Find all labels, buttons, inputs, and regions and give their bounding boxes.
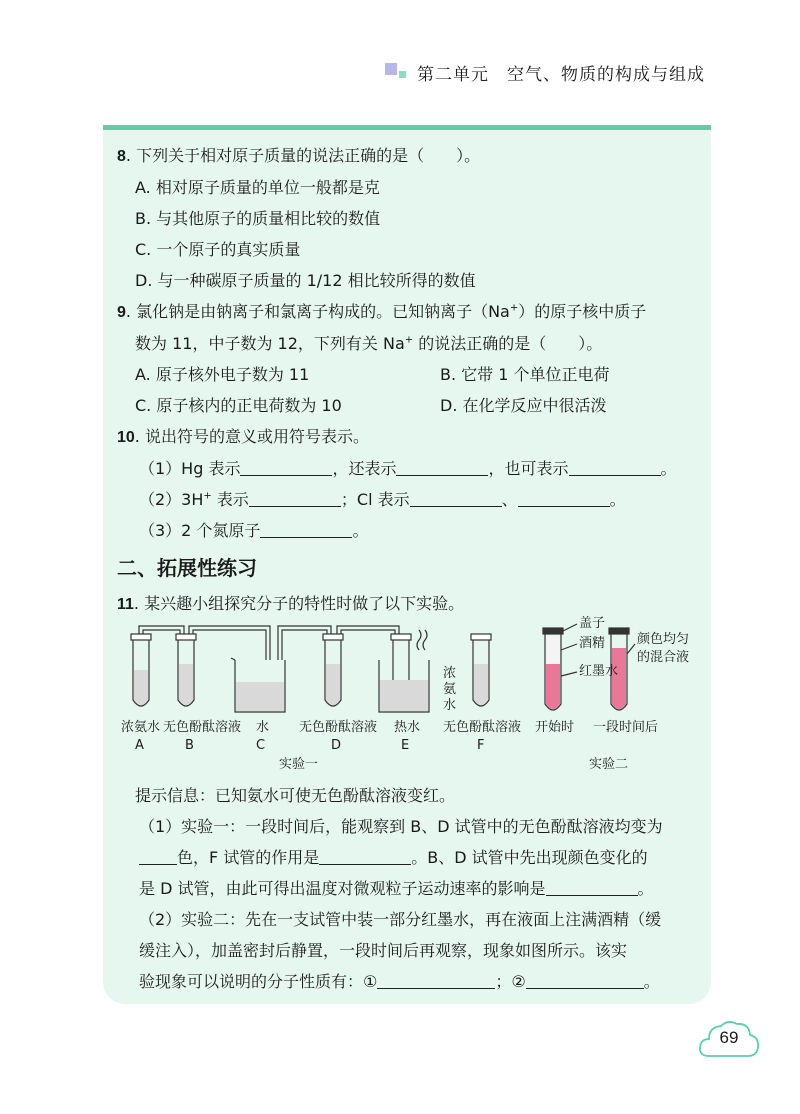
q9-option-b: B. 它带 1 个单位正电荷 [440,365,610,384]
answer-blank[interactable] [249,486,341,507]
q8-stem: 8. 下列关于相对原子质量的说法正确的是（ ）。 [117,146,481,165]
answer-blank[interactable] [518,486,610,507]
q11-part2-line3: 验现象可以说明的分子性质有：① ；② 。 [117,966,707,997]
q11-part1-line3: 是 D 试管，由此可得出温度对微观粒子运动速率的影响是 。 [117,873,707,904]
answer-blank[interactable] [377,968,495,989]
answer-blank[interactable] [139,844,177,865]
label-beaker-c: 水 [256,720,270,735]
letter-d: D [331,738,342,753]
q9-options-row1 [117,359,707,390]
answer-blank[interactable] [410,486,502,507]
letter-c: C [256,738,266,753]
label-tube-a: 浓氨水 [121,720,161,735]
letter-a: A [135,738,144,753]
label-tube-b: 无色酚酞溶液 [163,720,242,735]
answer-blank[interactable] [260,517,352,538]
page-number-cloud [697,1016,761,1060]
q9-stem-line1: 9. 氯化钠是由钠离子和氯离子构成的。已知钠离子（Na+）的原子核中质子 [117,302,647,321]
q11-part2-line1: （2）实验二：先在一支试管中装一部分红墨水，再在液面上注满酒精（缓 [139,910,662,929]
q8-option-a: A. 相对原子质量的单位一般都是克 [135,178,380,197]
q8-option-b: B. 与其他原子的质量相比较的数值 [135,209,381,228]
header-title: 第二单元 空气、物质的构成与组成 [417,64,705,85]
letter-e: E [401,738,410,753]
answer-blank[interactable] [396,455,488,476]
caption-exp2: 实验二 [589,757,629,772]
answer-blank[interactable] [240,455,332,476]
label-beaker-e: 热水 [394,720,421,735]
answer-blank[interactable] [319,844,411,865]
q8-option-d: D. 与一种碳原子质量的 1/12 相比较所得的数值 [135,271,476,290]
q11-part2-line2: 缓注入），加盖密封后静置，一段时间后再观察，现象如图所示。该实 [139,941,628,960]
label-mix-2: 的混合液 [637,650,690,665]
header-square-icon [385,63,407,81]
caption-exp1: 实验一 [279,757,319,772]
q11-stem: 11. 某兴趣小组探究分子的特性时做了以下实验。 [117,594,465,613]
q11-part1-line1: （1）实验一：一段时间后，能观察到 B、D 试管中的无色酚酞溶液均变为 [139,817,663,836]
page-number: 69 [719,1028,739,1047]
label-conc-ammonia: 浓氨水 [443,666,457,713]
label-alcohol: 酒精 [579,636,606,651]
apparatus-drawing [115,620,705,780]
q10-line1: （1）Hg 表示 ，还表示 ，也可表示 。 [117,453,707,484]
q8-option-c: C. 一个原子的真实质量 [135,240,301,259]
q9-options-row2 [117,390,707,421]
page-header [385,58,705,86]
q9-option-d: D. 在化学反应中很活泼 [440,396,607,415]
label-later: 一段时间后 [593,720,659,735]
q10-stem: 10. 说出符号的意义或用符号表示。 [117,427,369,446]
q9-option-a: A. 原子核外电子数为 11 [135,365,310,384]
label-tube-f: 无色酚酞溶液 [443,720,522,735]
experiment-figure [115,616,707,780]
section-title: 二、拓展性练习 [117,556,257,580]
answer-blank[interactable] [546,875,638,896]
q10-line2: （2）3H+ 表示 ；Cl 表示 、 。 [117,484,707,515]
label-red-ink: 红墨水 [579,664,619,679]
q9-option-c: C. 原子核内的正电荷数为 10 [135,396,342,415]
q10-line3: （3）2 个氮原子 。 [117,515,707,546]
label-lid: 盖子 [579,616,606,631]
q9-stem-line2: 数为 11，中子数为 12，下列有关 Na+ 的说法正确的是（ ）。 [135,334,603,353]
answer-blank[interactable] [569,455,661,476]
letter-b: B [185,738,194,753]
q11-part1-line2: 色，F 试管的作用是 。B、D 试管中先出现颜色变化的 [117,842,707,873]
q11-hint: 提示信息：已知氨水可使无色酚酞溶液变红。 [135,786,456,805]
label-start: 开始时 [535,720,575,735]
label-mix-1: 颜色均匀 [637,632,690,647]
exercise-content [117,140,707,997]
answer-blank[interactable] [526,968,644,989]
label-tube-d: 无色酚酞溶液 [299,720,378,735]
letter-f: F [477,738,485,753]
